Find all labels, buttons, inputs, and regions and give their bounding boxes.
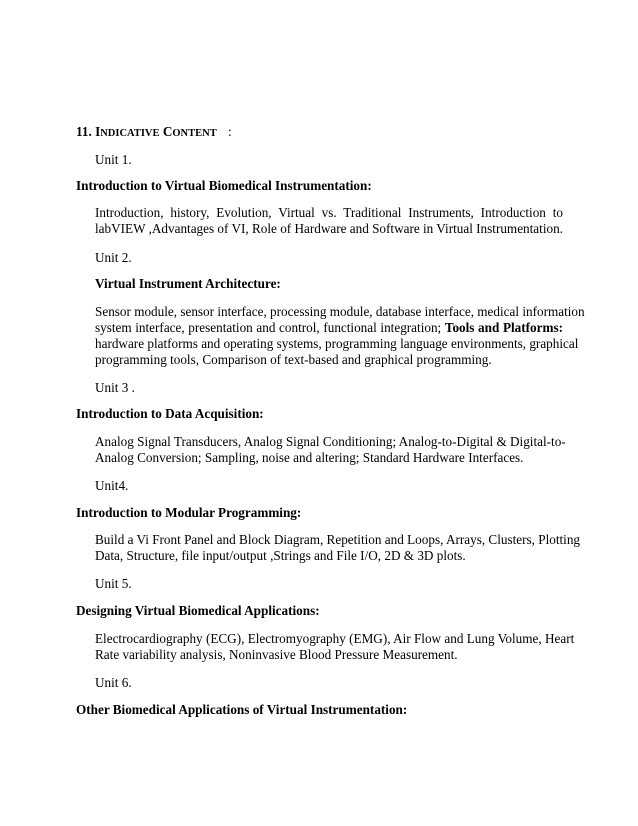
unit-3-title: Introduction to Data Acquisition: bbox=[76, 406, 264, 421]
unit-4-line-1: Build a Vi Front Panel and Block Diagram, Repetition and Loops, Arrays, Clusters, Plotting bbox=[95, 532, 581, 547]
unit-5-content bbox=[95, 631, 575, 663]
heading-word2-rest: ONTENT bbox=[172, 128, 217, 139]
unit-3-line-1: Analog Signal Transducers, Analog Signal Conditioning; Analog-to-Digital & Digital-to- bbox=[95, 434, 566, 449]
unit-2-line-4: programming tools, Comparison of text-based and graphical programming. bbox=[95, 352, 492, 367]
section-heading bbox=[76, 124, 217, 142]
unit-2-line-3: hardware platforms and operating systems, programming language environments, graphical bbox=[95, 336, 579, 351]
heading-colon: : bbox=[228, 124, 232, 139]
heading-word1-rest: NDICATIVE bbox=[100, 128, 160, 139]
unit-4-title: Introduction to Modular Programming: bbox=[76, 505, 302, 520]
unit-5-label: Unit 5. bbox=[95, 576, 132, 591]
unit-3-content bbox=[95, 434, 566, 466]
unit-2-line-1: Sensor module, sensor interface, processing module, database interface, medical information bbox=[95, 304, 585, 319]
section-number: 11. bbox=[76, 124, 92, 139]
unit-1-content bbox=[95, 205, 563, 237]
unit-2-line-2 bbox=[95, 320, 563, 336]
unit-4-line-2: Data, Structure, file input/output ,Strings and File I/O, 2D & 3D plots. bbox=[95, 548, 466, 563]
unit-4-label: Unit4. bbox=[95, 478, 129, 493]
unit-2-title: Virtual Instrument Architecture: bbox=[95, 276, 281, 291]
unit-6-title: Other Biomedical Applications of Virtual Instrumentation: bbox=[76, 702, 408, 717]
unit-1-title: Introduction to Virtual Biomedical Instrumentation: bbox=[76, 178, 372, 193]
unit-3-line-2: Analog Conversion; Sampling, noise and altering; Standard Hardware Interfaces. bbox=[95, 450, 524, 465]
unit-2-label: Unit 2. bbox=[95, 250, 132, 265]
unit-1-label: Unit 1. bbox=[95, 152, 132, 167]
heading-word1-initial: I bbox=[95, 124, 101, 139]
unit-1-line-2: labVIEW ,Advantages of VI, Role of Hardware and Software in Virtual Instrumentation. bbox=[95, 221, 563, 236]
unit-1-line-1: Introduction, history, Evolution, Virtual vs. Traditional Instruments, Introduction to bbox=[95, 205, 563, 220]
unit-5-line-2: Rate variability analysis, Noninvasive Blood Pressure Measurement. bbox=[95, 647, 458, 662]
unit-2-inline-bold: Tools and Platforms: bbox=[444, 320, 563, 335]
unit-2-content bbox=[95, 304, 585, 368]
unit-3-label: Unit 3 . bbox=[95, 380, 135, 395]
unit-5-line-1: Electrocardiography (ECG), Electromyography (EMG), Air Flow and Lung Volume, Heart bbox=[95, 631, 575, 646]
heading-word2-initial: C bbox=[162, 124, 173, 139]
unit-6-label: Unit 6. bbox=[95, 675, 132, 690]
unit-2-line-2-text: system interface, presentation and control, functional integration; bbox=[95, 320, 442, 335]
unit-4-content bbox=[95, 532, 581, 564]
unit-5-title: Designing Virtual Biomedical Applications: bbox=[76, 603, 320, 618]
